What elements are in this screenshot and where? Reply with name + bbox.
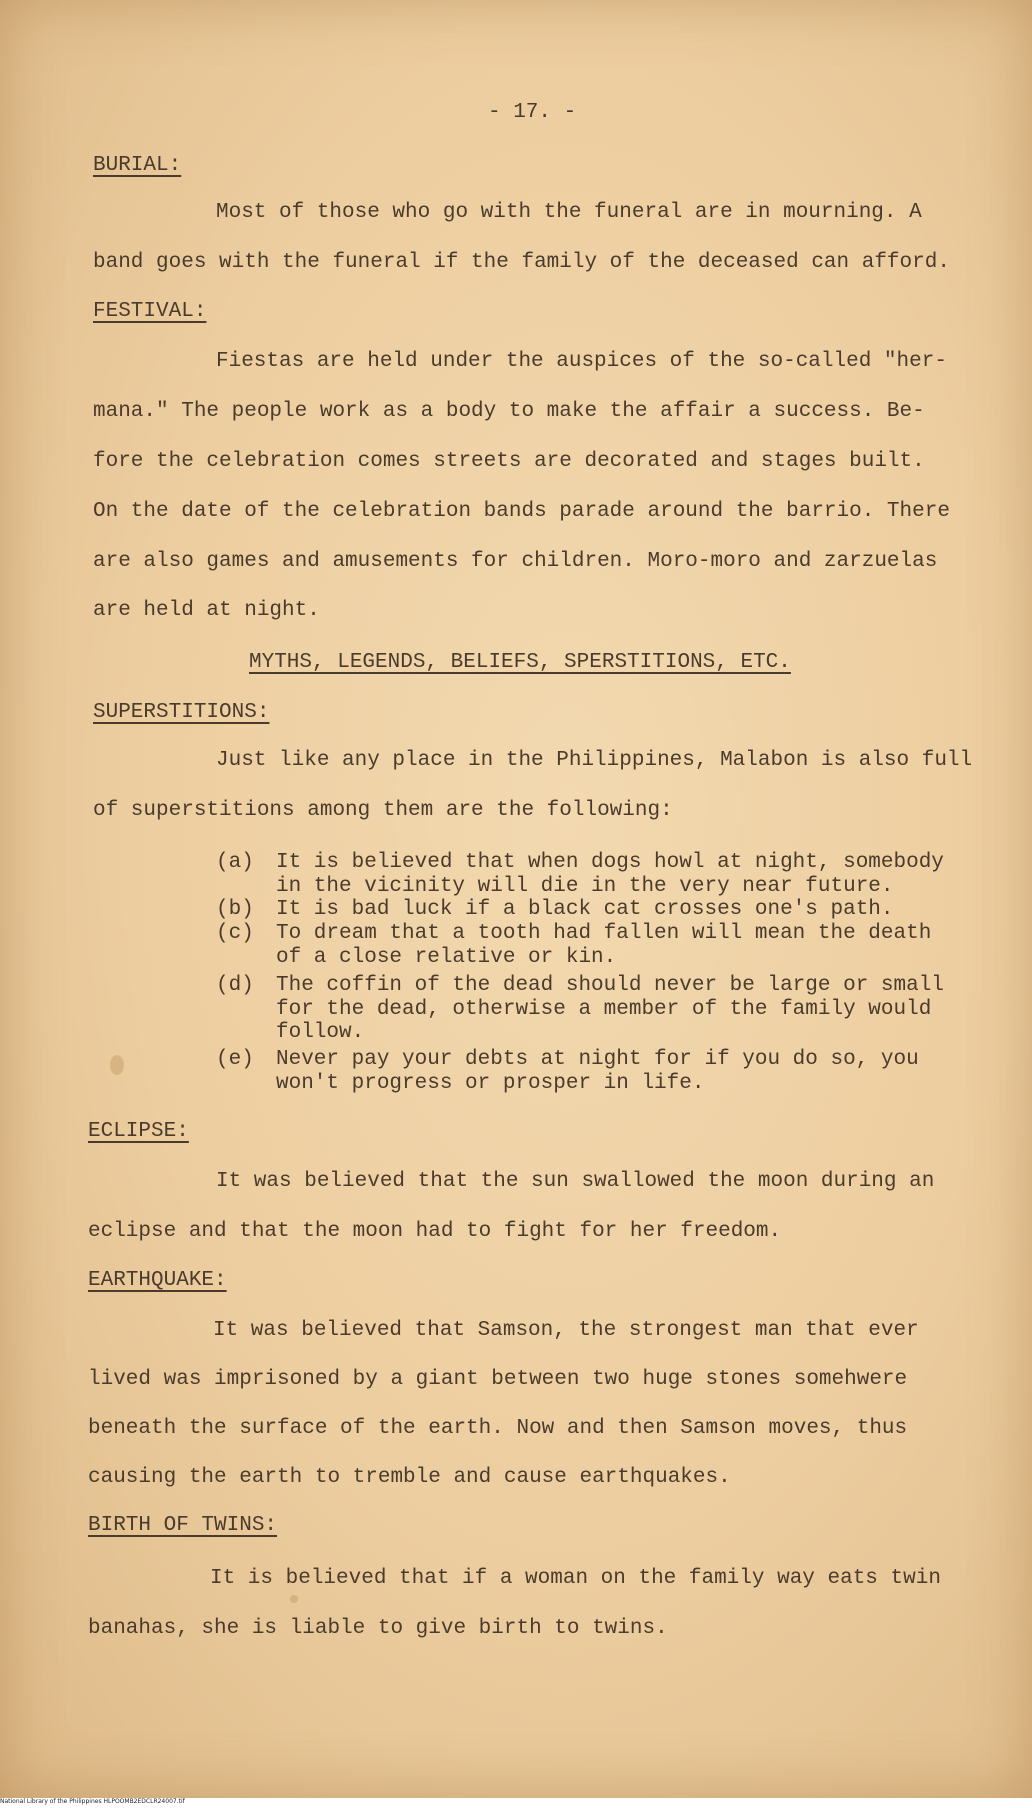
earthquake-line: causing the earth to tremble and cause earthquakes. <box>88 1466 731 1489</box>
list-item-line: The coffin of the dead should never be large or small <box>276 974 944 997</box>
festival-line: are also games and amusements for children. Moro-moro and zarzuelas <box>93 550 938 573</box>
eclipse-line: It was believed that the sun swallowed the moon during an <box>216 1170 935 1193</box>
eclipse-line: eclipse and that the moon had to fight for her freedom. <box>88 1220 782 1243</box>
stain-mark <box>290 1595 298 1603</box>
superstitions-heading: SUPERSTITIONS: <box>93 701 270 724</box>
birth-of-twins-heading: BIRTH OF TWINS: <box>88 1514 278 1537</box>
birth-of-twins-line: It is believed that if a woman on the family way eats twin <box>210 1567 941 1590</box>
list-item-line: Never pay your debts at night for if you do so, you <box>276 1048 919 1071</box>
festival-heading: FESTIVAL: <box>93 300 207 323</box>
list-item-line: To dream that a tooth had fallen will mean the death <box>276 922 932 945</box>
earthquake-line: It was believed that Samson, the strongest man that ever <box>213 1319 919 1342</box>
list-item-line: It is bad luck if a black cat crosses one's path. <box>276 898 894 921</box>
list-marker: (a) <box>216 851 254 874</box>
superstitions-intro-line: Just like any place in the Philippines, Malabon is also full <box>216 749 973 772</box>
festival-line: mana." The people work as a body to make the affair a success. Be- <box>93 400 925 423</box>
list-marker: (e) <box>216 1048 254 1071</box>
list-marker: (b) <box>216 898 254 921</box>
list-marker: (c) <box>216 922 254 945</box>
festival-line: Fiestas are held under the auspices of the so-called "her- <box>216 350 947 373</box>
list-item-line: won't progress or prosper in life. <box>276 1072 705 1095</box>
festival-line: are held at night. <box>93 599 320 622</box>
list-marker: (d) <box>216 974 254 997</box>
birth-of-twins-line: banahas, she is liable to give birth to twins. <box>88 1617 668 1640</box>
festival-line: On the date of the celebration bands parade around the barrio. There <box>93 500 950 523</box>
burial-line: band goes with the funeral if the family of the deceased can afford. <box>93 251 950 274</box>
archive-footer: National Library of the Philippines HLPOOMB2EDCLR24007.tif <box>0 1798 185 1805</box>
stain-mark <box>110 1055 124 1075</box>
page-number: - 17. - <box>488 101 577 124</box>
list-item-line: It is believed that when dogs howl at night, somebody <box>276 851 944 874</box>
earthquake-line: beneath the surface of the earth. Now and then Samson moves, thus <box>88 1417 908 1440</box>
eclipse-heading: ECLIPSE: <box>88 1120 189 1143</box>
burial-heading: BURIAL: <box>93 154 182 177</box>
superstitions-intro-line: of superstitions among them are the following: <box>93 799 673 822</box>
list-item-line: in the vicinity will die in the very near future. <box>276 875 894 898</box>
earthquake-line: lived was imprisoned by a giant between two huge stones somehwere <box>88 1368 908 1391</box>
list-item-line: for the dead, otherwise a member of the family would <box>276 998 932 1021</box>
section-title: MYTHS, LEGENDS, BELIEFS, SPERSTITIONS, ETC. <box>249 651 791 674</box>
burial-line: Most of those who go with the funeral are in mourning. A <box>216 201 922 224</box>
list-item-line: of a close relative or kin. <box>276 946 617 969</box>
earthquake-heading: EARTHQUAKE: <box>88 1269 227 1292</box>
festival-line: fore the celebration comes streets are decorated and stages built. <box>93 450 925 473</box>
list-item-line: follow. <box>276 1021 365 1044</box>
